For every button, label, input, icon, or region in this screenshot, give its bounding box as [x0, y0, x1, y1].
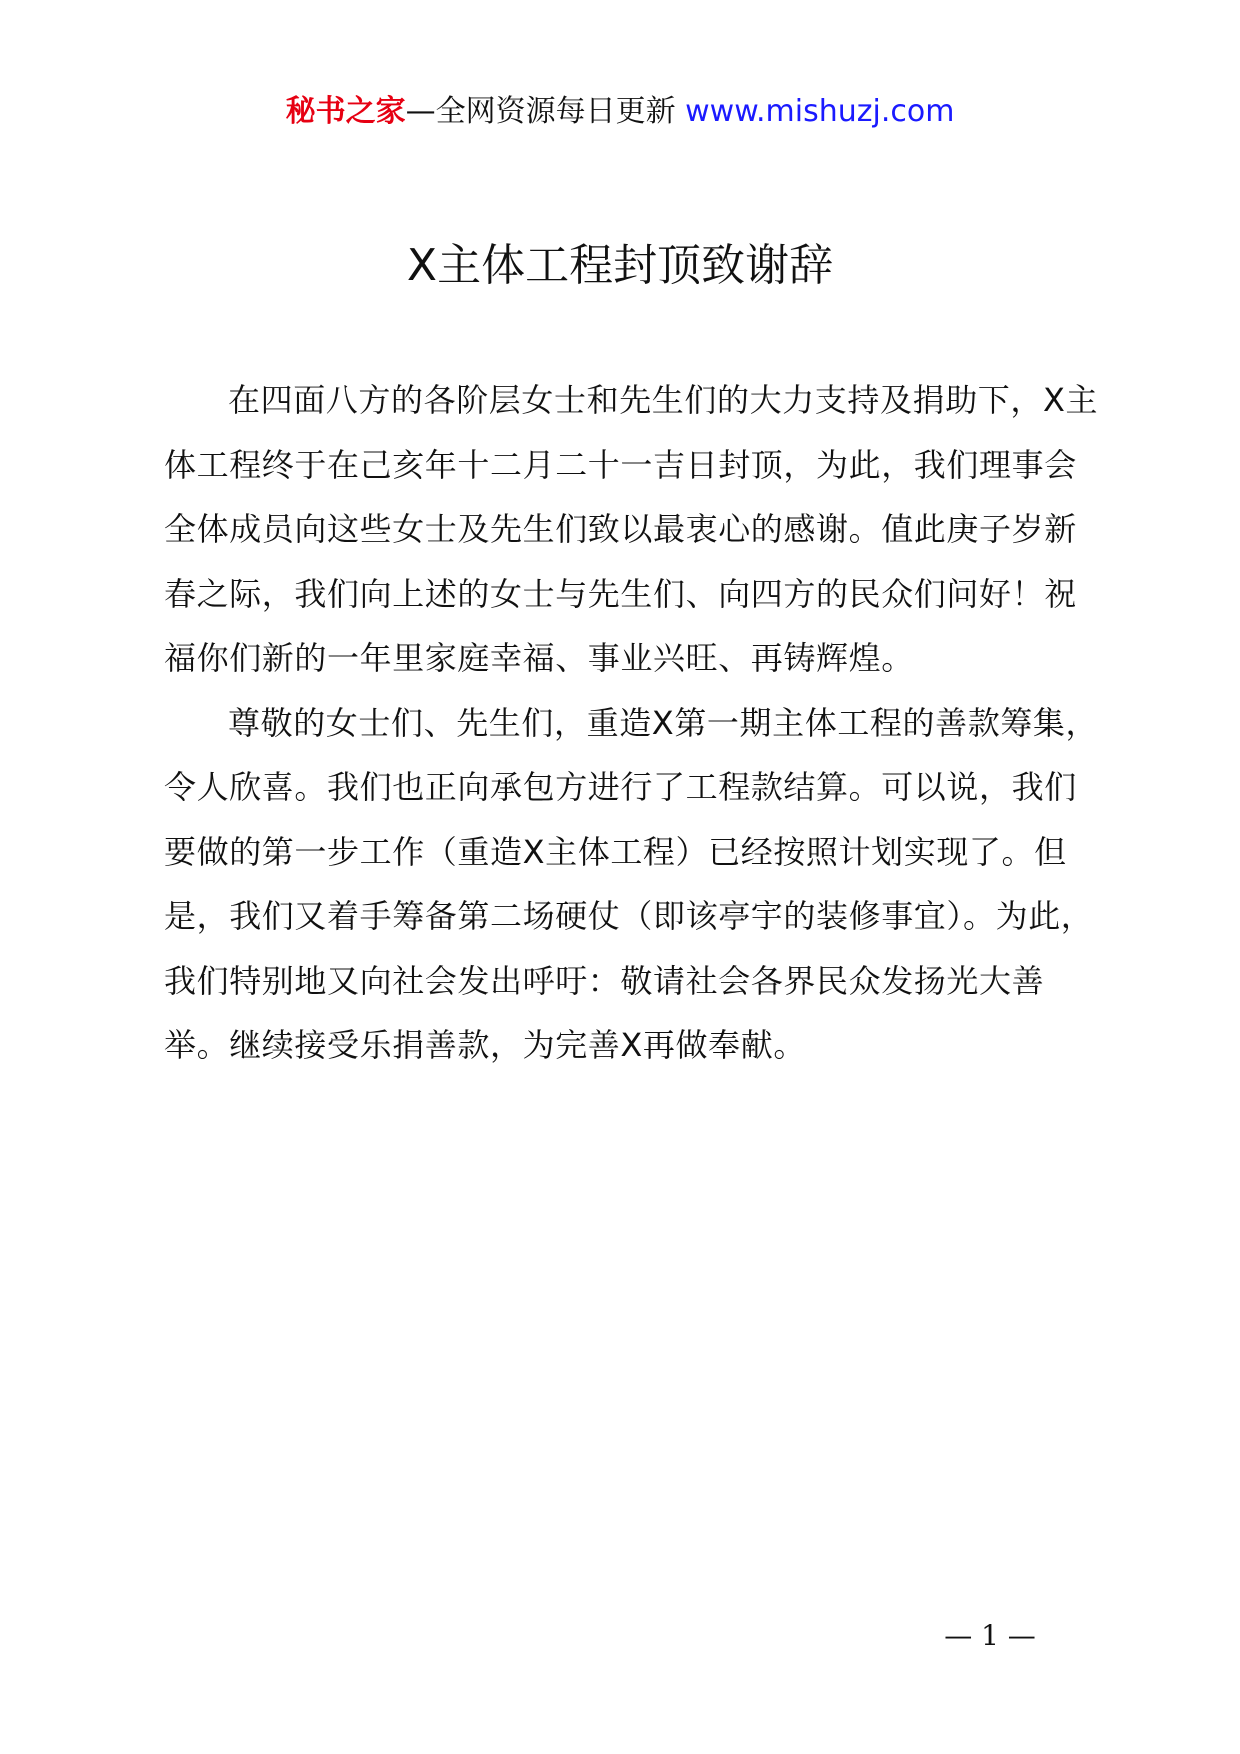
header-dash: —	[405, 94, 436, 129]
site-url-link[interactable]: www.mishuzj.com	[685, 94, 955, 129]
paragraph: 在四面八方的各阶层女士和先生们的大力支持及捐助下，X主体工程终于在己亥年十二月二十一吉日封顶，为此，我们理事会全体成员向这些女士及先生们致以最衷心的感谢。值此庚子岁新春之际，我们向上述的女士与先生们、向四方的民众们问好！祝福你们新的一年里家庭幸福、事业兴旺、再铸辉煌。	[164, 381, 1099, 677]
page-number: — 1 —	[944, 1619, 1036, 1652]
paragraph: 尊敬的女士们、先生们，重造X第一期主体工程的善款筹集，令人欣喜。我们也正向承包方进行了工程款结算。可以说，我们要做的第一步工作（重造X主体工程）已经按照计划实现了。但是，我们又着手筹备第二场硬仗（即该亭宇的装修事宜）。为此，我们特别地又向社会发出呼吁：敬请社会各界民众发扬光大善举。继续接受乐捐善款，为完善X再做奉献。	[164, 703, 1099, 1064]
document-title: X主体工程封顶致谢辞	[406, 240, 834, 291]
site-brand: 秘书之家	[285, 94, 406, 129]
site-header	[0, 92, 1240, 132]
header-tagline: 全网资源每日更新	[435, 94, 686, 129]
document-body	[164, 368, 1104, 1078]
